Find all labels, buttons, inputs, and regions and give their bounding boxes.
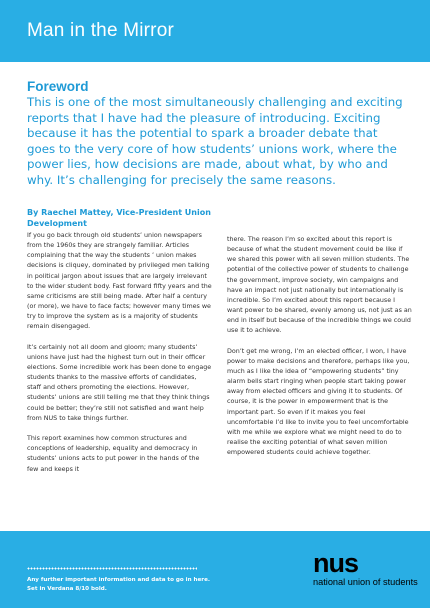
body-paragraph: Don’t get me wrong, I’m an elected officer, I won, I have power to make decisions and therefore, perhaps like you, much as I like the idea of “empowering students” tiny alarm bells start ringing when people start taking power away from elected officers and giving it to students. Of course, it is the power in empowerment that is the important part. So even if it makes you feel uncomfortable I’d like to invite you to feel uncomfortable with me while we explore what we might need to do to realise the exciting potential of what seven million empowered students could achieve together. bbox=[227, 347, 410, 457]
body-paragraph: It’s certainly not all doom and gloom; many students’ unions have just had the highest turn out in their officer elections. Some incredible work has been done to engage students thanks to the massive efforts of candidates, staff and others promoting the elections. However, students’ unions are still telling me that they think things could be better; they’re still not satisfied and want help from NUS to take things further. bbox=[27, 343, 212, 422]
nus-logo-text: national union of students bbox=[313, 577, 418, 587]
body-paragraph: If you go back through old students’ union newspapers from the 1960s they are strangely familiar. Articles complaining that the way the students ’ union makes decisions is cliquey, dominated by privileged men talking in political jargon about issues that are largely irrelevant to the wider student body. Fast forward fifty years and the same criticisms are still being made. After half a century (or more), we have to face facts; however many times we try to improve the system as is a majority of students remain disengaged. bbox=[27, 232, 212, 331]
section-heading: Foreword bbox=[27, 79, 89, 94]
body-paragraph: there. The reason I’m so excited about this report is because of what the student movement could be like if we shared this power with all seven million students. The potential of the collective power of students to challenge the government, improve society, win campaigns and have an impact not just nationally but internationally is incredible. So I’m excited about this report because I want power to be shared, evenly among us, not just as an end in itself but because of the incredible things we could use it to achieve. bbox=[227, 236, 412, 335]
body-column-right bbox=[227, 235, 412, 469]
intro-paragraph: This is one of the most simultaneously challenging and exciting reports that I have had the pleasure of introducing. Exciting because it has the potential to spark a broader debate that goes to the very core of how students’ unions work, where the power lies, how decisions are made, about what, by who and why. It’s challenging for precisely the same reasons. bbox=[27, 95, 403, 187]
author-byline: By Raechel Mattey, Vice-President Union Development bbox=[27, 208, 211, 228]
body-paragraph: This report examines how common structures and conceptions of leadership, equality and democracy in students’ unions acts to put power in the hands of the few and keeps it bbox=[27, 435, 200, 473]
dotted-divider bbox=[27, 567, 197, 570]
document-title: Man in the Mirror bbox=[27, 20, 174, 41]
body-column-left bbox=[27, 231, 212, 485]
page-header bbox=[0, 0, 430, 62]
page-footer bbox=[0, 531, 430, 608]
nus-logo-mark: nus bbox=[313, 548, 359, 578]
footer-note: Any further important information and data to go in here. Set in Verdana 8/10 bold. bbox=[27, 577, 210, 592]
